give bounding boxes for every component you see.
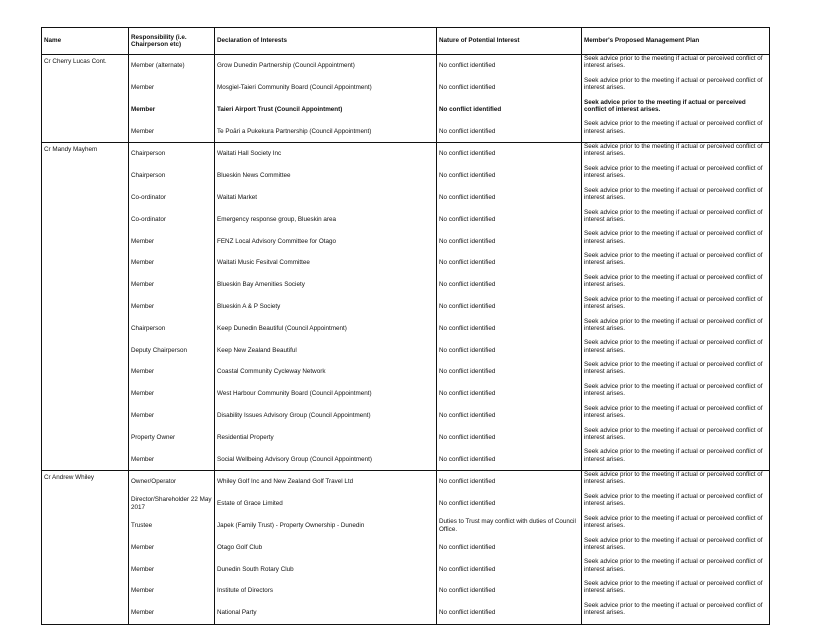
management-plan-cell: Seek advice prior to the meeting if actual or perceived conflict of interest arises.: [582, 187, 770, 209]
nature-cell: No conflict identified: [437, 405, 582, 427]
member-name-cell: [42, 339, 129, 361]
table-row: [42, 471, 770, 493]
nature-cell: No conflict identified: [437, 77, 582, 99]
member-name-cell: [42, 405, 129, 427]
nature-cell: No conflict identified: [437, 296, 582, 318]
management-plan-cell: Seek advice prior to the meeting if actual or perceived conflict of interest arises.: [582, 448, 770, 470]
management-plan-cell: Seek advice prior to the meeting if actual or perceived conflict of interest arises.: [582, 252, 770, 274]
responsibility-cell: Member: [129, 448, 215, 470]
management-plan-cell: Seek advice prior to the meeting if actual or perceived conflict of interest arises.: [582, 339, 770, 361]
nature-cell: No conflict identified: [437, 318, 582, 340]
nature-cell: No conflict identified: [437, 55, 582, 77]
management-plan-cell: Seek advice prior to the meeting if actual or perceived conflict of interest arises.: [582, 77, 770, 99]
declaration-cell: Japek (Family Trust) - Property Ownership - Dunedin: [215, 515, 437, 537]
member-name-cell: Cr Andrew Whiley: [42, 471, 129, 493]
table-row: [42, 427, 770, 449]
declaration-cell: Institute of Directors: [215, 580, 437, 602]
management-plan-cell: Seek advice prior to the meeting if actual or perceived conflict of interest arises.: [582, 427, 770, 449]
responsibility-cell: Member: [129, 99, 215, 121]
nature-cell: No conflict identified: [437, 602, 582, 624]
table-row: [42, 209, 770, 231]
responsibility-cell: Member: [129, 405, 215, 427]
table-row: [42, 252, 770, 274]
header-nature: Nature of Potential Interest: [437, 28, 582, 55]
management-plan-cell: Seek advice prior to the meeting if actual or perceived conflict of interest arises.: [582, 99, 770, 121]
table-row: [42, 493, 770, 515]
management-plan-cell: Seek advice prior to the meeting if actual or perceived conflict of interest arises.: [582, 580, 770, 602]
responsibility-cell: Member: [129, 602, 215, 624]
management-plan-cell: Seek advice prior to the meeting if actual or perceived conflict of interest arises.: [582, 165, 770, 187]
member-name-cell: [42, 558, 129, 580]
declaration-cell: Blueskin A & P Society: [215, 296, 437, 318]
responsibility-cell: Member: [129, 252, 215, 274]
management-plan-cell: Seek advice prior to the meeting if actual or perceived conflict of interest arises.: [582, 318, 770, 340]
table-row: [42, 361, 770, 383]
nature-cell: No conflict identified: [437, 209, 582, 231]
nature-cell: No conflict identified: [437, 99, 582, 121]
responsibility-cell: Co-ordinator: [129, 209, 215, 231]
declaration-cell: West Harbour Community Board (Council Appointment): [215, 383, 437, 405]
table-row: [42, 187, 770, 209]
nature-cell: No conflict identified: [437, 339, 582, 361]
member-name-cell: [42, 515, 129, 537]
responsibility-cell: Member (alternate): [129, 55, 215, 77]
member-name-cell: Cr Cherry Lucas Cont.: [42, 55, 129, 77]
table-row: [42, 296, 770, 318]
table-row: [42, 383, 770, 405]
declaration-cell: Keep New Zealand Beautiful: [215, 339, 437, 361]
management-plan-cell: Seek advice prior to the meeting if actual or perceived conflict of interest arises.: [582, 230, 770, 252]
management-plan-cell: Seek advice prior to the meeting if actual or perceived conflict of interest arises.: [582, 602, 770, 624]
header-plan: Member's Proposed Management Plan: [582, 28, 770, 55]
declaration-cell: National Party: [215, 602, 437, 624]
table-row: [42, 580, 770, 602]
table-row: [42, 230, 770, 252]
nature-cell: No conflict identified: [437, 427, 582, 449]
declaration-cell: Keep Dunedin Beautiful (Council Appointment): [215, 318, 437, 340]
management-plan-cell: Seek advice prior to the meeting if actual or perceived conflict of interest arises.: [582, 296, 770, 318]
declaration-cell: Waitati Market: [215, 187, 437, 209]
nature-cell: No conflict identified: [437, 120, 582, 142]
declaration-cell: Dunedin South Rotary Club: [215, 558, 437, 580]
responsibility-cell: Chairperson: [129, 318, 215, 340]
member-name-cell: [42, 427, 129, 449]
management-plan-cell: Seek advice prior to the meeting if actual or perceived conflict of interest arises.: [582, 515, 770, 537]
nature-cell: No conflict identified: [437, 580, 582, 602]
management-plan-cell: Seek advice prior to the meeting if actual or perceived conflict of interest arises.: [582, 493, 770, 515]
member-name-cell: [42, 120, 129, 142]
table-row: [42, 99, 770, 121]
interests-register-table: [41, 27, 770, 625]
member-name-cell: [42, 77, 129, 99]
member-name-cell: [42, 274, 129, 296]
nature-cell: No conflict identified: [437, 448, 582, 470]
management-plan-cell: Seek advice prior to the meeting if actual or perceived conflict of interest arises.: [582, 143, 770, 165]
nature-cell: No conflict identified: [437, 493, 582, 515]
member-name-cell: [42, 165, 129, 187]
table-row: [42, 274, 770, 296]
management-plan-cell: Seek advice prior to the meeting if actual or perceived conflict of interest arises.: [582, 383, 770, 405]
member-name-cell: [42, 209, 129, 231]
declaration-cell: Estate of Grace Limited: [215, 493, 437, 515]
declaration-cell: Emergency response group, Blueskin area: [215, 209, 437, 231]
declaration-cell: Mosgiel-Taieri Community Board (Council Appointment): [215, 77, 437, 99]
declaration-cell: Coastal Community Cycleway Network: [215, 361, 437, 383]
member-name-cell: [42, 361, 129, 383]
member-name-cell: [42, 99, 129, 121]
declaration-cell: Taieri Airport Trust (Council Appointment): [215, 99, 437, 121]
declaration-cell: FENZ Local Advisory Committee for Otago: [215, 230, 437, 252]
table-row: [42, 318, 770, 340]
responsibility-cell: Member: [129, 558, 215, 580]
table-row: [42, 143, 770, 165]
table-row: [42, 405, 770, 427]
nature-cell: No conflict identified: [437, 471, 582, 493]
member-name-cell: [42, 318, 129, 340]
management-plan-cell: Seek advice prior to the meeting if actual or perceived conflict of interest arises.: [582, 558, 770, 580]
responsibility-cell: Director/Shareholder 22 May 2017: [129, 493, 215, 515]
declaration-cell: Waitati Hall Society Inc: [215, 143, 437, 165]
responsibility-cell: Deputy Chairperson: [129, 339, 215, 361]
nature-cell: Duties to Trust may conflict with duties of Council Office.: [437, 515, 582, 537]
declaration-cell: Residential Property: [215, 427, 437, 449]
member-name-cell: Cr Mandy Mayhem: [42, 143, 129, 165]
nature-cell: No conflict identified: [437, 252, 582, 274]
table-row: [42, 537, 770, 559]
responsibility-cell: Chairperson: [129, 143, 215, 165]
declaration-cell: Blueskin News Committee: [215, 165, 437, 187]
register-body: [42, 55, 770, 625]
table-row: [42, 602, 770, 624]
header-row: [42, 28, 770, 55]
nature-cell: No conflict identified: [437, 187, 582, 209]
nature-cell: No conflict identified: [437, 558, 582, 580]
declaration-cell: Disability Issues Advisory Group (Council Appointment): [215, 405, 437, 427]
declaration-cell: Te Poāri a Pukekura Partnership (Council Appointment): [215, 120, 437, 142]
member-name-cell: [42, 493, 129, 515]
responsibility-cell: Chairperson: [129, 165, 215, 187]
declaration-cell: Whiley Golf Inc and New Zealand Golf Travel Ltd: [215, 471, 437, 493]
member-name-cell: [42, 602, 129, 624]
management-plan-cell: Seek advice prior to the meeting if actual or perceived conflict of interest arises.: [582, 405, 770, 427]
member-name-cell: [42, 296, 129, 318]
declaration-cell: Grow Dunedin Partnership (Council Appointment): [215, 55, 437, 77]
table-row: [42, 165, 770, 187]
member-name-cell: [42, 252, 129, 274]
member-name-cell: [42, 448, 129, 470]
table-row: [42, 515, 770, 537]
member-name-cell: [42, 537, 129, 559]
table-row: [42, 339, 770, 361]
responsibility-cell: Member: [129, 361, 215, 383]
table-row: [42, 55, 770, 77]
management-plan-cell: Seek advice prior to the meeting if actual or perceived conflict of interest arises.: [582, 55, 770, 77]
table-row: [42, 77, 770, 99]
table-row: [42, 448, 770, 470]
management-plan-cell: Seek advice prior to the meeting if actual or perceived conflict of interest arises.: [582, 120, 770, 142]
header-name: Name: [42, 28, 129, 55]
responsibility-cell: Trustee: [129, 515, 215, 537]
responsibility-cell: Member: [129, 120, 215, 142]
management-plan-cell: Seek advice prior to the meeting if actual or perceived conflict of interest arises.: [582, 537, 770, 559]
nature-cell: No conflict identified: [437, 274, 582, 296]
responsibility-cell: Owner/Operator: [129, 471, 215, 493]
responsibility-cell: Member: [129, 77, 215, 99]
responsibility-cell: Member: [129, 383, 215, 405]
responsibility-cell: Co-ordinator: [129, 187, 215, 209]
responsibility-cell: Member: [129, 274, 215, 296]
nature-cell: No conflict identified: [437, 165, 582, 187]
nature-cell: No conflict identified: [437, 230, 582, 252]
management-plan-cell: Seek advice prior to the meeting if actual or perceived conflict of interest arises.: [582, 361, 770, 383]
declaration-cell: Waitati Music Fesitval Committee: [215, 252, 437, 274]
management-plan-cell: Seek advice prior to the meeting if actual or perceived conflict of interest arises.: [582, 274, 770, 296]
declaration-cell: Social Wellbeing Advisory Group (Council Appointment): [215, 448, 437, 470]
declaration-cell: Otago Golf Club: [215, 537, 437, 559]
declaration-cell: Blueskin Bay Amenities Society: [215, 274, 437, 296]
table-row: [42, 120, 770, 142]
header-responsibility: Responsibility (i.e. Chairperson etc): [129, 28, 215, 55]
nature-cell: No conflict identified: [437, 537, 582, 559]
table-row: [42, 558, 770, 580]
responsibility-cell: Property Owner: [129, 427, 215, 449]
nature-cell: No conflict identified: [437, 143, 582, 165]
responsibility-cell: Member: [129, 580, 215, 602]
member-name-cell: [42, 187, 129, 209]
member-name-cell: [42, 230, 129, 252]
management-plan-cell: Seek advice prior to the meeting if actual or perceived conflict of interest arises.: [582, 471, 770, 493]
member-name-cell: [42, 383, 129, 405]
management-plan-cell: Seek advice prior to the meeting if actual or perceived conflict of interest arises.: [582, 209, 770, 231]
nature-cell: No conflict identified: [437, 361, 582, 383]
header-declaration: Declaration of Interests: [215, 28, 437, 55]
nature-cell: No conflict identified: [437, 383, 582, 405]
responsibility-cell: Member: [129, 296, 215, 318]
responsibility-cell: Member: [129, 230, 215, 252]
member-name-cell: [42, 580, 129, 602]
responsibility-cell: Member: [129, 537, 215, 559]
